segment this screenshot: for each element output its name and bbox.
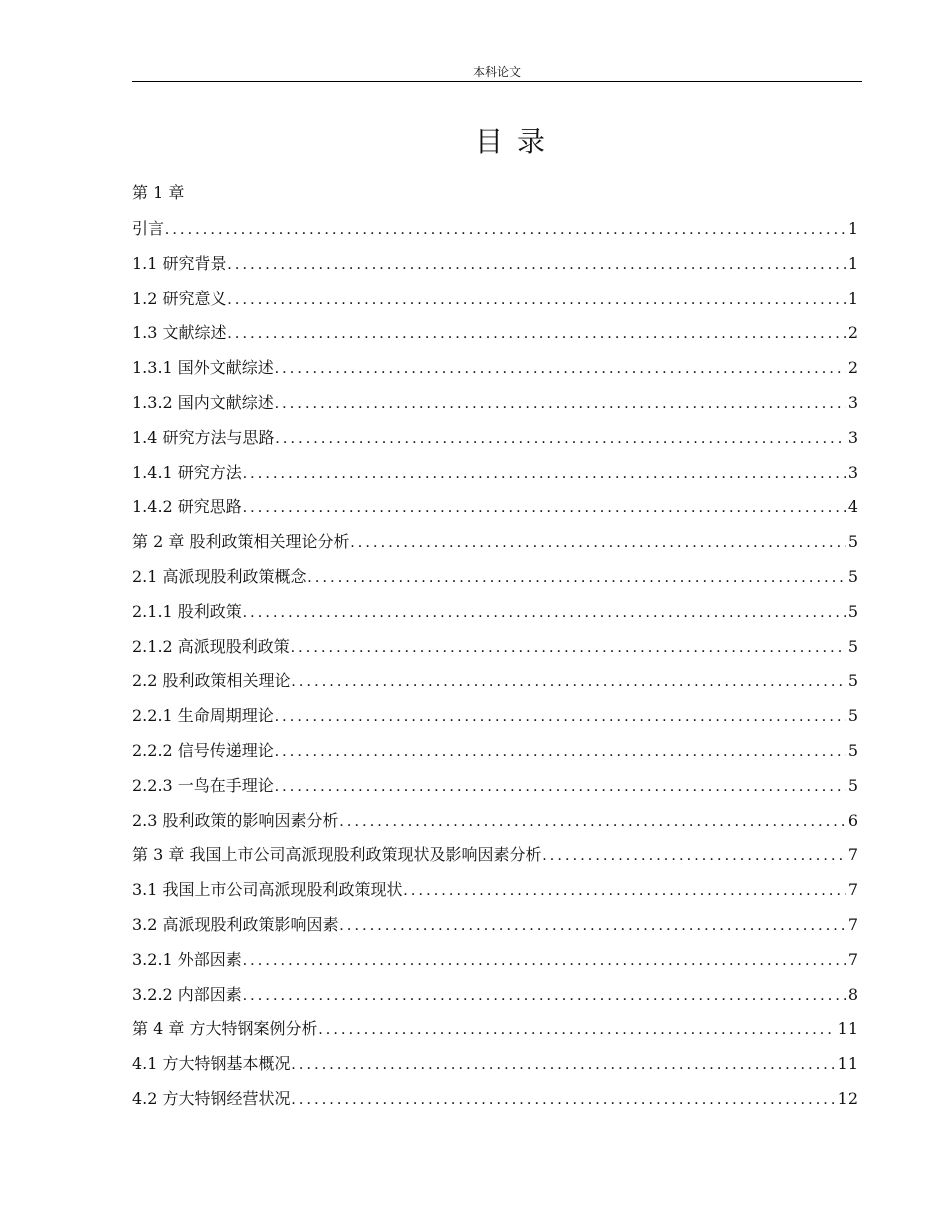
toc-page-number: 1 (847, 219, 858, 238)
toc-page-number: 7 (847, 914, 858, 934)
toc-entry[interactable] (132, 288, 858, 323)
toc-entry[interactable] (132, 531, 858, 566)
toc-entry-text: 1.3.1 国外文献综述 (132, 358, 274, 378)
toc-dot-leader (404, 880, 846, 902)
toc-page-number: 5 (847, 636, 858, 656)
toc-entry-text: 2.1.1 股利政策 (132, 601, 242, 621)
toc-entry[interactable] (132, 1018, 858, 1053)
toc-entry-text: 2.2 股利政策相关理论 (132, 671, 291, 691)
toc-entry[interactable] (132, 670, 858, 705)
toc-entry-text: 第 4 章 方大特钢案例分析 (132, 1019, 318, 1039)
toc-dot-leader (292, 1054, 836, 1076)
toc-entry[interactable] (132, 740, 858, 775)
toc-page-number: 7 (847, 949, 858, 969)
toc-entry[interactable] (132, 322, 858, 357)
toc-page-number: 2 (847, 358, 858, 378)
toc-page-number: 6 (847, 810, 858, 830)
toc-entry[interactable] (132, 357, 858, 392)
toc-dot-leader (308, 567, 846, 589)
toc-entry-text: 第 2 章 股利政策相关理论分析 (132, 532, 350, 552)
toc-dot-leader (340, 915, 846, 937)
toc-entry[interactable] (132, 775, 858, 810)
toc-dot-leader (275, 393, 846, 415)
toc-dot-leader (165, 219, 846, 241)
toc-entry-text: 1.3 文献综述 (132, 323, 227, 343)
toc-entry[interactable] (132, 462, 858, 497)
toc-entry-text: 2.1 高派现股利政策概念 (132, 566, 307, 586)
toc-entry[interactable] (132, 218, 858, 253)
toc-page-number: 1 (847, 253, 858, 273)
toc-entry[interactable] (132, 601, 858, 636)
toc-list (132, 218, 858, 1123)
toc-dot-leader (243, 985, 846, 1007)
toc-page-number: 2 (847, 323, 858, 343)
toc-entry-text: 1.1 研究背景 (132, 253, 227, 273)
toc-entry-text: 1.3.2 国内文献综述 (132, 392, 274, 412)
toc-dot-leader (275, 358, 846, 380)
toc-entry-text: 2.3 股利政策的影响因素分析 (132, 810, 339, 830)
toc-page-number: 3 (847, 392, 858, 412)
toc-dot-leader (276, 428, 846, 450)
toc-entry-text: 3.1 我国上市公司高派现股利政策现状 (132, 880, 403, 900)
toc-page-number: 8 (847, 984, 858, 1004)
toc-entry-text: 1.4.1 研究方法 (132, 462, 242, 482)
toc-page-number: 5 (847, 601, 858, 621)
toc-dot-leader (291, 637, 846, 659)
toc-dot-leader (228, 289, 846, 311)
toc-dot-leader (243, 602, 846, 624)
toc-dot-leader (275, 741, 846, 763)
toc-entry[interactable] (132, 949, 858, 984)
toc-entry[interactable] (132, 496, 858, 531)
toc-entry-text: 1.4.2 研究思路 (132, 497, 242, 517)
toc-page-number: 7 (847, 880, 858, 900)
toc-entry[interactable] (132, 984, 858, 1019)
toc-entry[interactable] (132, 566, 858, 601)
toc-dot-leader (243, 497, 846, 519)
toc-dot-leader (243, 950, 846, 972)
toc-entry-text: 1.4 研究方法与思路 (132, 427, 275, 447)
toc-entry-text: 2.2.2 信号传递理论 (132, 740, 274, 760)
toc-entry-text: 1.2 研究意义 (132, 288, 227, 308)
toc-entry[interactable] (132, 253, 858, 288)
toc-entry[interactable] (132, 844, 858, 879)
toc-entry[interactable] (132, 879, 858, 914)
toc-dot-leader (243, 463, 846, 485)
toc-dot-leader (228, 254, 846, 276)
toc-dot-leader (318, 1019, 835, 1041)
toc-entry-text: 4.1 方大特钢基本概况 (132, 1054, 291, 1074)
toc-entry-text: 2.2.3 一鸟在手理论 (132, 775, 274, 795)
toc-entry-text: 3.2.1 外部因素 (132, 949, 242, 969)
toc-entry[interactable] (132, 1088, 858, 1123)
toc-dot-leader (275, 776, 846, 798)
toc-entry-text: 2.1.2 高派现股利政策 (132, 636, 290, 656)
toc-page-number: 5 (847, 775, 858, 795)
toc-page-number: 5 (847, 566, 858, 586)
toc-entry-text: 3.2.2 内部因素 (132, 984, 242, 1004)
toc-entry[interactable] (132, 810, 858, 845)
toc-entry-text: 2.2.1 生命周期理论 (132, 706, 274, 726)
header-rule (132, 81, 862, 82)
toc-page-number: 5 (847, 706, 858, 726)
toc-entry-text: 引言 (132, 219, 165, 238)
page-header: 本科论文 (472, 65, 521, 79)
toc-dot-leader (340, 811, 846, 833)
toc-page-number: 5 (847, 740, 858, 760)
toc-entry[interactable] (132, 636, 858, 671)
toc-entry-text: 4.2 方大特钢经营状况 (132, 1088, 291, 1108)
toc-dot-leader (228, 323, 846, 345)
toc-page-number: 5 (847, 671, 858, 691)
toc-dot-leader (292, 671, 846, 693)
toc-page-number: 11 (837, 1019, 858, 1039)
toc-page-number: 5 (847, 532, 858, 552)
toc-dot-leader (350, 532, 845, 554)
toc-entry-text: 第 3 章 我国上市公司高派现股利政策现状及影响因素分析 (132, 845, 542, 865)
toc-entry[interactable] (132, 705, 858, 740)
toc-dot-leader (542, 845, 845, 867)
toc-page-number: 12 (837, 1088, 858, 1108)
toc-entry[interactable] (132, 392, 858, 427)
toc-page-number: 11 (837, 1054, 858, 1074)
toc-page-number: 1 (847, 288, 858, 308)
toc-dot-leader (275, 706, 846, 728)
toc-page-number: 7 (847, 845, 858, 865)
toc-entry[interactable] (132, 1053, 858, 1088)
toc-entry[interactable] (132, 427, 858, 462)
chapter-label: 第 1 章 (132, 183, 185, 202)
toc-entry[interactable] (132, 914, 858, 949)
toc-page-number: 3 (847, 462, 858, 482)
toc-title: 目录 (474, 125, 559, 158)
toc-dot-leader (292, 1089, 836, 1111)
toc-page-number: 4 (847, 497, 858, 517)
toc-entry-text: 3.2 高派现股利政策影响因素 (132, 914, 339, 934)
toc-page-number: 3 (847, 427, 858, 447)
